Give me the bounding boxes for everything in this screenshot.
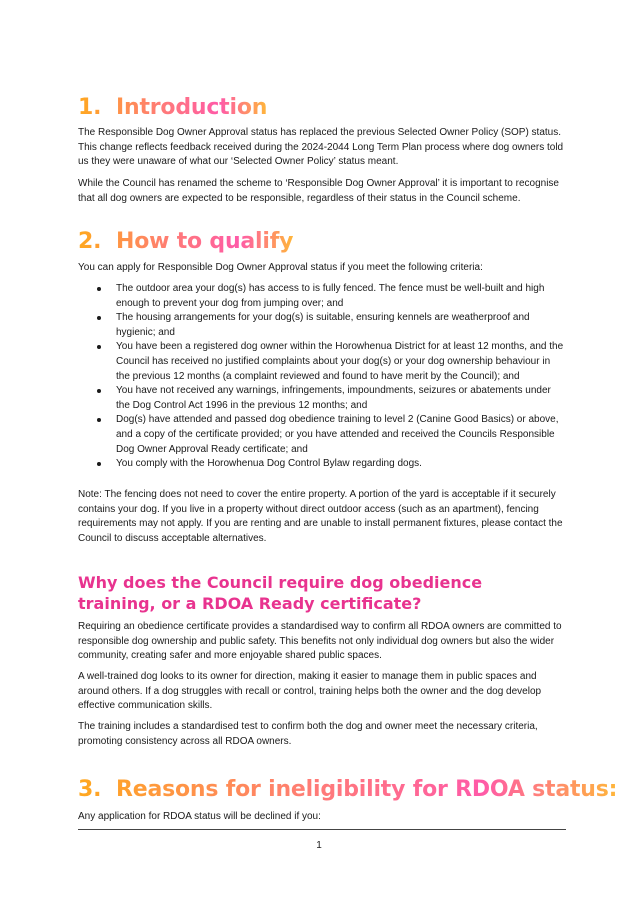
ineligibility-lead: Any application for RDOA status will be declined if you: — [78, 811, 321, 822]
heading-title: How to qualify — [116, 229, 294, 254]
bullet-icon — [97, 316, 101, 320]
bullet-icon — [97, 287, 101, 291]
list-item: The outdoor area your dog(s) has access to is fully fenced. The fence must be well-built and high enough to prevent your dog from jumping over; and — [78, 282, 564, 311]
intro-paragraph-1: The Responsible Dog Owner Approval status has replaced the previous Selected Owner Policy (SOP) status. This change reflects feedback received during the 2024-2044 Long Term Plan process where dog owners told us they were unaware of what our ‘Selected Owner Policy’ status meant. — [78, 127, 564, 168]
bullet-icon — [97, 389, 101, 393]
bullet-icon — [97, 345, 101, 349]
heading-number: 2. — [78, 229, 102, 254]
training-paragraph-2: A well-trained dog looks to its owner for direction, making it easier to manage them in public spaces and around others. If a dog struggles with recall or control, training helps both the owner and the dog develop effective communication skills. — [78, 671, 542, 712]
heading-title: Reasons for ineligibility for RDOA status: — [116, 777, 618, 802]
list-item: You have been a registered dog owner within the Horowhenua District for at least 12 months, and the Council has received no justified complaints about your dog(s) or your dog ownership behaviour in the previous 12 months (a complaint reviewed and found to have merit by the Council); and — [78, 340, 564, 384]
heading-introduction — [78, 94, 267, 122]
list-item: Dog(s) have attended and passed dog obedience training to level 2 (Canine Good Basics) or above, and a copy of the certificate provided; or you have attended and received the Councils Responsible Dog Owner Approval Ready certificate; and — [78, 413, 564, 457]
bullet-icon — [97, 462, 101, 466]
list-item: You have not received any warnings, infringements, impoundments, seizures or abatements under the Dog Control Act 1996 in the previous 12 months; and — [78, 384, 564, 413]
training-paragraph-1: Requiring an obedience certificate provides a standardised way to confirm all RDOA owners are committed to responsible dog ownership and public safety. This benefits not only individual dog owners but also the wider community, creating safer and more enjoyable shared public spaces. — [78, 621, 562, 662]
heading-number: 1. — [78, 95, 102, 120]
list-item: You comply with the Horowhenua Dog Control Bylaw regarding dogs. — [78, 457, 564, 472]
training-paragraph-3: The training includes a standardised test to confirm both the dog and owner meet the necessary criteria, promoting consistency across all RDOA owners. — [78, 721, 538, 747]
intro-paragraph-2: While the Council has renamed the scheme to ‘Responsible Dog Owner Approval’ it is important to recognise that all dog owners are expected to be responsible, regardless of their status in the Council scheme. — [78, 178, 559, 204]
qualify-lead: You can apply for Responsible Dog Owner Approval status if you meet the following criteria: — [78, 262, 483, 273]
bullet-icon — [97, 418, 101, 422]
fencing-note: Note: The fencing does not need to cover the entire property. A portion of the yard is acceptable if it securely contains your dog. If you live in a property without direct outdoor access (such as an apartment), fencing requirements may not apply. If you are renting and are unable to install permanent fixtures, please contact the Council to discuss acceptable alternatives. — [78, 489, 563, 544]
heading-number: 3. — [78, 777, 102, 802]
heading-training-question: Why does the Council require dog obedience training, or a RDOA Ready certificate? — [78, 573, 483, 613]
list-item: The housing arrangements for your dog(s) is suitable, ensuring kennels are weatherproof and hygienic; and — [78, 311, 564, 340]
footer-divider — [78, 829, 566, 830]
heading-how-to-qualify — [78, 228, 293, 256]
page-number: 1 — [316, 840, 322, 851]
criteria-list — [78, 282, 564, 472]
heading-ineligibility — [78, 776, 617, 804]
heading-title: Introduction — [116, 95, 268, 120]
